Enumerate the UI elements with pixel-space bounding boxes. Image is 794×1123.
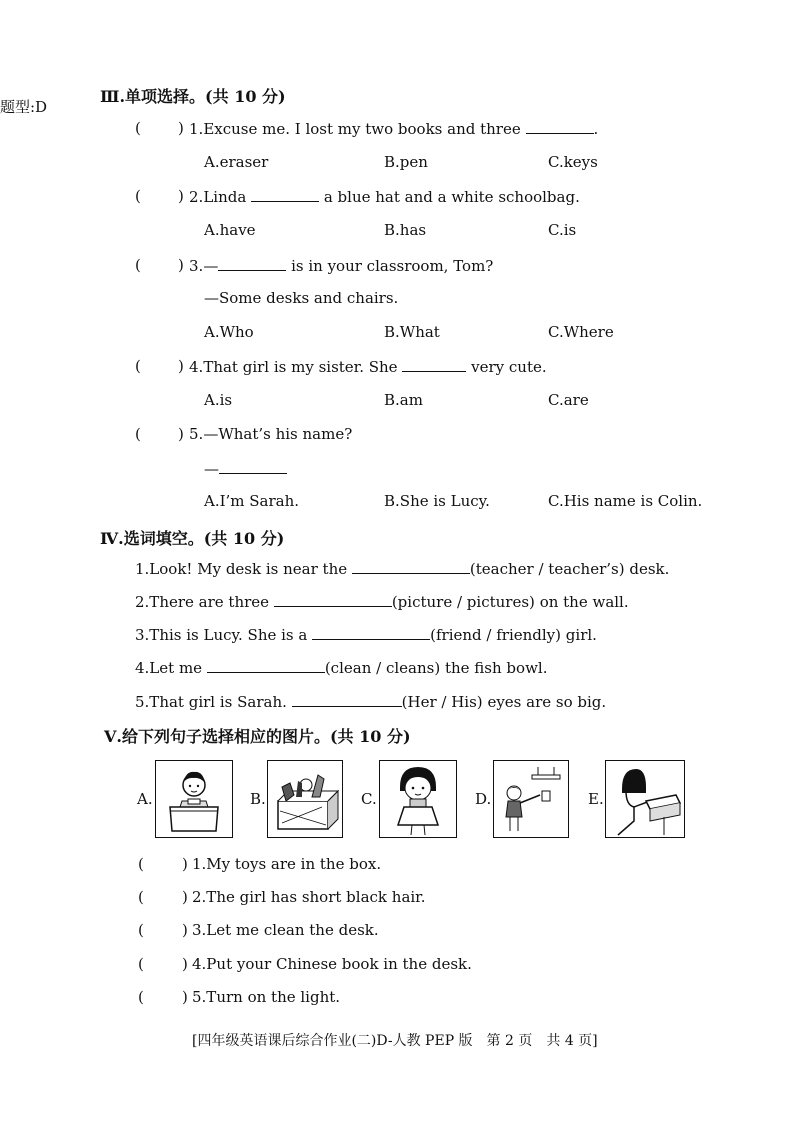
stem-text-end: is in your classroom, Tom? [291, 257, 494, 275]
question-number: 1. [189, 120, 204, 138]
option-b: B.pen [384, 153, 428, 171]
option-a: A.Who [204, 323, 254, 341]
fill-item-4 [135, 658, 547, 677]
picture-label-b: B. [250, 790, 266, 808]
answer-blank[interactable] [219, 459, 287, 474]
option-a: A.eraser [204, 153, 269, 171]
option-b: B.She is Lucy. [384, 492, 490, 510]
picture-b-toy-box [267, 760, 343, 838]
question-3-reply: —Some desks and chairs. [204, 289, 399, 307]
fill-item-3 [135, 625, 597, 644]
picture-e-book-in-desk [605, 760, 685, 838]
answer-paren-close: ) [182, 988, 188, 1006]
option-a: A.is [204, 391, 233, 409]
match-item-3: 3.Let me clean the desk. [192, 921, 379, 939]
question-2-stem [189, 187, 580, 206]
answer-blank[interactable] [274, 592, 392, 607]
picture-a-boy-at-desk [155, 760, 233, 838]
option-c: C.Where [548, 323, 614, 341]
stem-text: That girl is my sister. She [203, 358, 398, 376]
answer-paren-close: ) [178, 187, 184, 205]
section-3-title: Ⅲ.单项选择。(共 10 分) [100, 87, 286, 106]
answer-paren-open: ( [135, 357, 141, 375]
question-1-stem [189, 119, 598, 138]
option-b: B.What [384, 323, 440, 341]
section-5-title: Ⅴ.给下列句子选择相应的图片。(共 10 分) [104, 727, 411, 746]
fill-item-1 [135, 559, 669, 578]
question-3-stem [189, 256, 493, 275]
item-text: 4.Let me [135, 659, 203, 677]
answer-paren-close: ) [182, 921, 188, 939]
word-choice: (clean / cleans) [324, 659, 441, 677]
word-choice: (picture / pictures) [391, 593, 535, 611]
answer-blank[interactable] [526, 119, 594, 134]
boy-at-desk-illustration [156, 761, 232, 837]
answer-paren-open: ( [135, 187, 141, 205]
answer-paren-close: ) [182, 888, 188, 906]
answer-paren-open: ( [138, 955, 144, 973]
option-c: C.keys [548, 153, 598, 171]
option-c: C.is [548, 221, 577, 239]
item-text-end: girl. [565, 626, 597, 644]
answer-blank[interactable] [207, 658, 325, 673]
stem-text: —What’s his name? [203, 425, 353, 443]
item-text-end: on the wall. [539, 593, 629, 611]
answer-paren-close: ) [178, 425, 184, 443]
match-item-4: 4.Put your Chinese book in the desk. [192, 955, 472, 973]
answer-paren-open: ( [138, 888, 144, 906]
option-c: C.His name is Colin. [548, 492, 703, 510]
answer-paren-close: ) [182, 955, 188, 973]
answer-paren-close: ) [178, 256, 184, 274]
answer-paren-close: ) [178, 119, 184, 137]
option-b: B.am [384, 391, 423, 409]
item-text: 1.Look! My desk is near the [135, 560, 348, 578]
picture-c-girl-short-hair [379, 760, 457, 838]
word-choice: (friend / friendly) [430, 626, 562, 644]
girl-short-hair-illustration [380, 761, 456, 837]
answer-paren-close: ) [182, 855, 188, 873]
picture-d-light-switch [493, 760, 569, 838]
answer-paren-open: ( [135, 119, 141, 137]
stem-text: — [203, 257, 219, 275]
answer-paren-open: ( [138, 855, 144, 873]
question-number: 4. [189, 358, 204, 376]
picture-label-a: A. [137, 790, 153, 808]
fill-item-5 [135, 692, 606, 711]
option-a: A.I’m Sarah. [204, 492, 300, 510]
question-number: 3. [189, 257, 204, 275]
option-a: A.have [204, 221, 256, 239]
item-text-end: eyes are so big. [487, 693, 607, 711]
answer-blank[interactable] [402, 357, 466, 372]
answer-blank[interactable] [218, 256, 286, 271]
book-in-desk-illustration [606, 761, 684, 837]
question-number: 2. [189, 188, 204, 206]
answer-paren-open: ( [135, 425, 141, 443]
question-4-stem [189, 357, 547, 376]
word-choice: (teacher / teacher’s) [469, 560, 625, 578]
answer-paren-close: ) [178, 357, 184, 375]
question-number: 5. [189, 425, 204, 443]
match-item-5: 5.Turn on the light. [192, 988, 341, 1006]
answer-paren-open: ( [138, 921, 144, 939]
question-5-stem [189, 425, 352, 443]
answer-paren-open: ( [135, 256, 141, 274]
answer-paren-open: ( [138, 988, 144, 1006]
word-choice: (Her / His) [401, 693, 483, 711]
page-footer: [四年级英语课后综合作业(二)D-人教 PEP 版 第 2 页 共 4 页] [192, 1033, 598, 1049]
answer-blank[interactable] [312, 625, 430, 640]
item-text-end: desk. [629, 560, 670, 578]
stem-text-end: very cute. [471, 358, 547, 376]
picture-label-c: C. [361, 790, 377, 808]
option-c: C.are [548, 391, 589, 409]
item-text: 3.This is Lucy. She is a [135, 626, 308, 644]
item-text: 5.That girl is Sarah. [135, 693, 287, 711]
section-4-title: Ⅳ.选词填空。(共 10 分) [100, 529, 285, 548]
stem-text: Excuse me. I lost my two books and three [203, 120, 521, 138]
question-5-reply [204, 459, 287, 478]
answer-blank[interactable] [352, 559, 470, 574]
fill-item-2 [135, 592, 629, 611]
picture-label-d: D. [475, 790, 492, 808]
stem-text-end: a blue hat and a white schoolbag. [323, 188, 580, 206]
stem-text: Linda [203, 188, 247, 206]
answer-blank[interactable] [251, 187, 319, 202]
option-b: B.has [384, 221, 427, 239]
match-item-1: 1.My toys are in the box. [192, 855, 382, 873]
match-item-2: 2.The girl has short black hair. [192, 888, 426, 906]
reply-dash: — [204, 460, 219, 478]
answer-blank[interactable] [292, 692, 402, 707]
item-text-end: the fish bowl. [444, 659, 548, 677]
item-text: 2.There are three [135, 593, 270, 611]
girl-light-switch-illustration [494, 761, 568, 837]
picture-label-e: E. [588, 790, 604, 808]
stem-text-end: . [593, 120, 599, 138]
toy-box-illustration [268, 761, 342, 837]
margin-note: 题型:D [0, 98, 48, 116]
